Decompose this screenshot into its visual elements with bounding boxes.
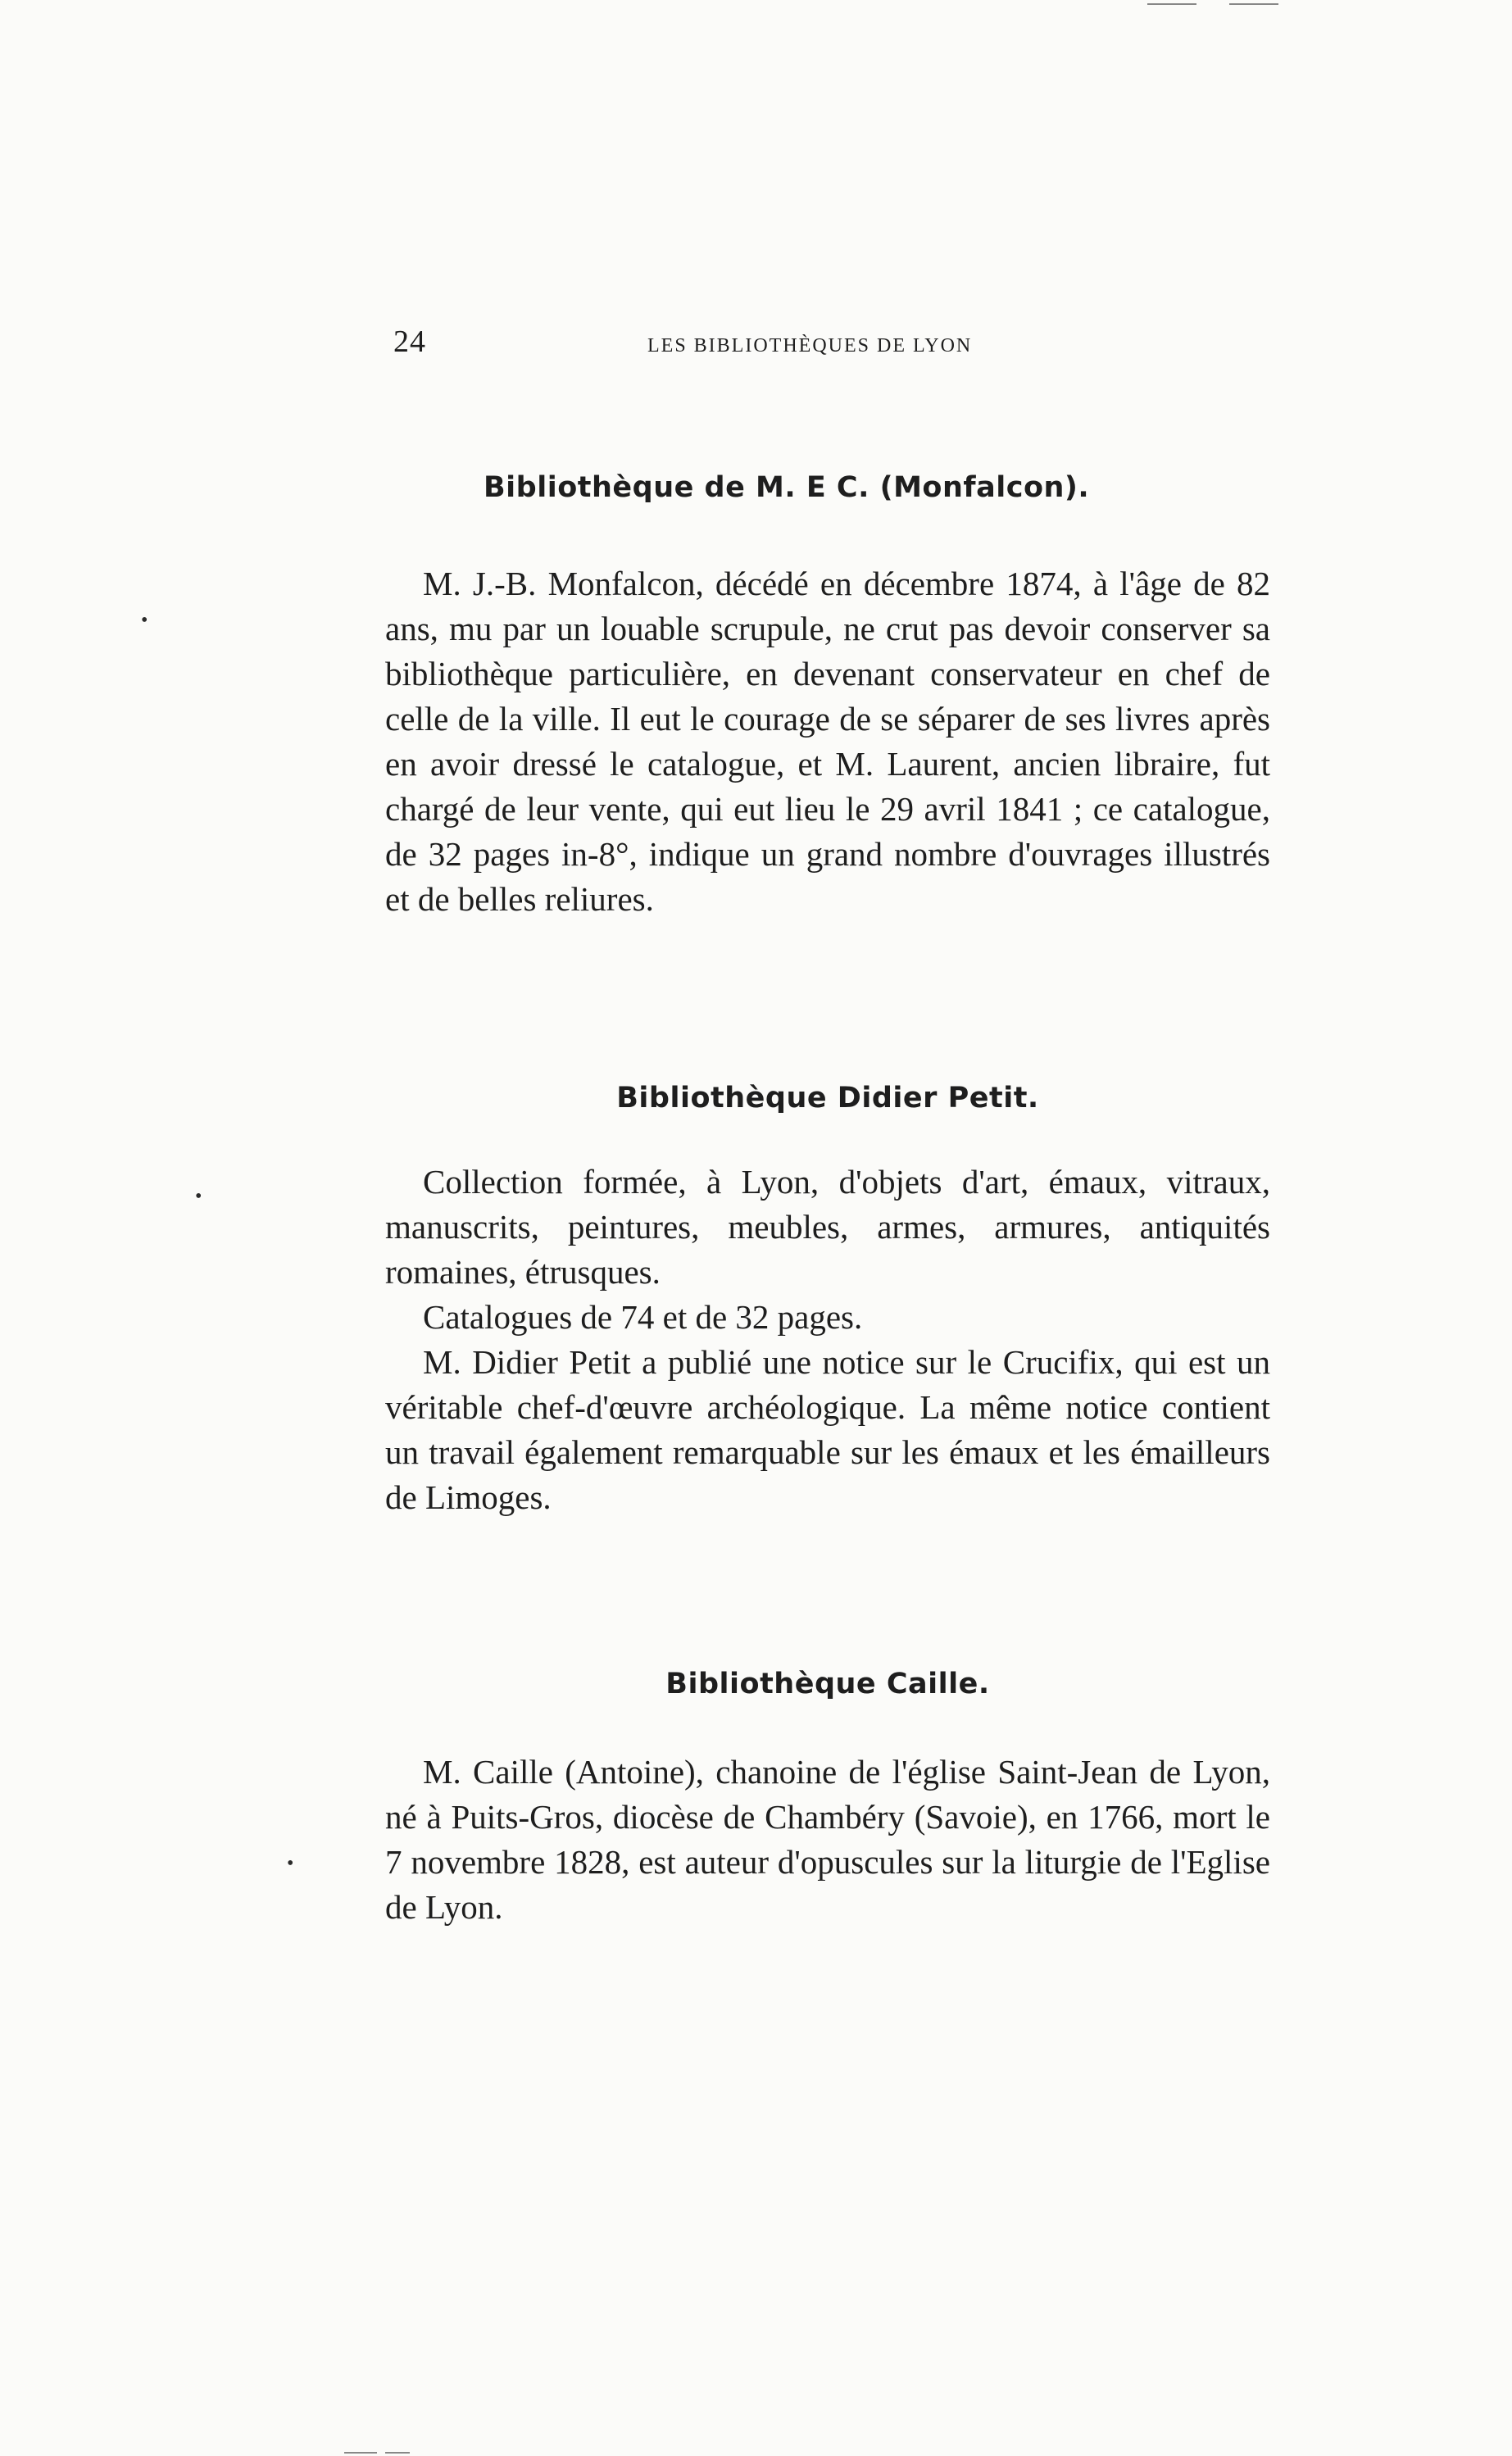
section-title-caille: Bibliothèque Caille. [665, 1668, 990, 1700]
section-caille [385, 1668, 1270, 1930]
margin-mark: • [195, 1186, 202, 1207]
margin-mark: • [287, 1853, 294, 1874]
page-header [393, 324, 1328, 373]
paragraph-didier-petit-notice: M. Didier Petit a publié une notice sur le Crucifix, qui est un véritable chef-d'œuvre archéologique. La même notice contient un travail également remarquable sur les émaux et les émailleurs de Limoges. [385, 1343, 1270, 1516]
margin-mark: • [141, 610, 148, 631]
section-title-monfalcon: Bibliothèque de M. E C. (Monfalcon). [484, 471, 1090, 504]
running-title: LES BIBLIOTHÈQUES DE LYON [647, 335, 973, 356]
section-monfalcon [385, 471, 1270, 922]
scan-edge-rule [1229, 3, 1278, 5]
scan-edge-rule [385, 2452, 410, 2454]
page-number: 24 [393, 325, 426, 359]
paragraph-didier-petit-catalogues: Catalogues de 74 et de 32 pages. [423, 1298, 863, 1336]
paragraph-didier-petit-collection: Collection formée, à Lyon, d'objets d'art, émaux, vitraux, manuscrits, peintures, meubles, armes, armures, antiquités romaines, étrusques. [385, 1163, 1270, 1291]
section-title-didier-petit: Bibliothèque Didier Petit. [616, 1082, 1039, 1115]
scan-edge-rule [1147, 3, 1196, 5]
section-didier-petit [385, 1082, 1270, 1520]
paragraph-monfalcon: M. J.-B. Monfalcon, décédé en décembre 1874, à l'âge de 82 ans, mu par un louable scrupule, ne crut pas devoir conserver sa bibliothèque particulière, en devenant conservateur en chef de celle de la ville. Il eut le courage de se séparer de ses livres après en avoir dressé le catalogue, et M. Laurent, ancien libraire, fut chargé de leur vente, qui eut lieu le 29 avril 1841 ; ce catalogue, de 32 pages in-8°, indique un grand nombre d'ouvrages illustrés et de belles reliures. [385, 565, 1270, 918]
scan-edge-rule [344, 2452, 377, 2454]
paragraph-caille: M. Caille (Antoine), chanoine de l'église Saint-Jean de Lyon, né à Puits-Gros, diocèse de Chambéry (Savoie), en 1766, mort le 7 novembre 1828, est auteur d'opuscules sur la liturgie de l'Eglise de Lyon. [385, 1753, 1270, 1926]
